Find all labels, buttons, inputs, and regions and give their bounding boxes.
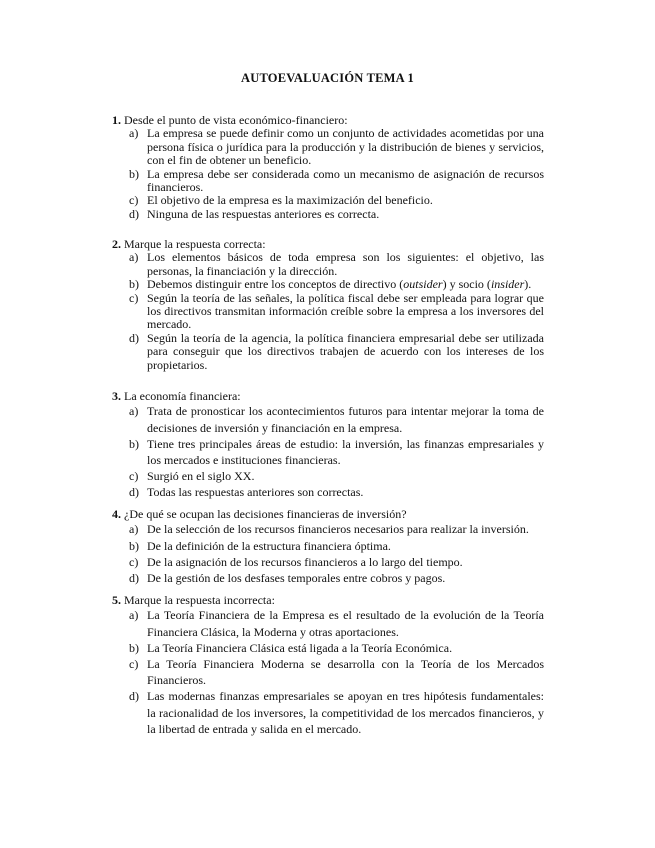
- option-d: [112, 332, 544, 372]
- option-d: [112, 570, 544, 586]
- option-b: [112, 436, 544, 468]
- option-text: Trata de pronosticar los acontecimientos futuros para intentar mejorar la toma de decisiones de inversión y financiación en la empresa.: [147, 404, 544, 435]
- option-text: De la asignación de los recursos financieros a lo largo del tiempo.: [147, 554, 463, 569]
- option-letter: a): [129, 250, 139, 265]
- option-text: De la definición de la estructura financiera óptima.: [147, 538, 391, 553]
- option-b: [112, 538, 544, 554]
- option-d: [112, 688, 544, 737]
- option-text: La empresa debe ser considerada como un mecanismo de asignación de recursos financieros.: [147, 166, 544, 195]
- question-number: 5.: [112, 593, 121, 607]
- question-prompt: [112, 390, 544, 403]
- option-term-insider: insider: [490, 277, 525, 292]
- option-text: Según la teoría de la agencia, la política financiera empresarial debe ser utilizada para conseguir que los directivos trabajen de acuerdo con los intereses de los propietarios.: [147, 330, 544, 372]
- option-letter: d): [129, 689, 139, 704]
- question-2: [112, 238, 544, 372]
- option-a: [112, 127, 544, 167]
- option-letter: d): [129, 571, 139, 586]
- option-c: [112, 468, 544, 484]
- option-c: [112, 194, 544, 207]
- options-list: [112, 403, 544, 500]
- option-text: De la selección de los recursos financieros necesarios para realizar la inversión.: [147, 522, 529, 537]
- question-1: [112, 114, 544, 221]
- question-text: Desde el punto de vista económico-financiero:: [124, 113, 348, 127]
- option-b: [112, 278, 544, 291]
- option-letter: c): [129, 193, 139, 208]
- question-4: [112, 508, 544, 586]
- option-letter: a): [129, 608, 139, 623]
- option-text: Ninguna de las respuestas anteriores es correcta.: [147, 206, 380, 221]
- option-letter: b): [129, 277, 139, 292]
- option-letter: b): [129, 538, 139, 553]
- question-number: 3.: [112, 389, 121, 403]
- option-b: [112, 640, 544, 656]
- option-text: Según la teoría de las señales, la política fiscal debe ser empleada para lograr que los directivos transmitan información creíble sobre la empresa a los inversores del mercado.: [147, 290, 544, 332]
- option-letter: a): [129, 126, 139, 141]
- option-letter: a): [129, 404, 139, 419]
- option-term-outsider: outsider: [403, 277, 443, 292]
- options-list: [112, 251, 544, 372]
- option-text: La empresa se puede definir como un conjunto de actividades acometidas por una persona física o jurídica para la producción y la distribución de bienes y servicios, con el fin de obtener un beneficio.: [147, 126, 544, 168]
- option-letter: b): [129, 436, 139, 451]
- option-a: [112, 403, 544, 435]
- options-list: [112, 607, 544, 737]
- option-text: La Teoría Financiera Clásica está ligada a la Teoría Económica.: [147, 640, 453, 655]
- question-5: [112, 594, 544, 737]
- question-prompt: [112, 238, 544, 251]
- option-text-before: Debemos distinguir entre los conceptos de directivo (: [147, 277, 404, 292]
- option-letter: d): [129, 330, 139, 345]
- question-number: 4.: [112, 507, 121, 521]
- option-a: [112, 607, 544, 639]
- option-b: [112, 168, 544, 195]
- option-letter: c): [129, 554, 139, 569]
- question-prompt: [112, 114, 544, 127]
- question-number: 1.: [112, 113, 121, 127]
- option-text: Surgió en el siglo XX.: [147, 469, 255, 484]
- option-letter: b): [129, 166, 139, 181]
- option-c: [112, 554, 544, 570]
- option-text-after: ).: [524, 277, 532, 292]
- page-title: AUTOEVALUACIÓN TEMA 1: [241, 71, 414, 85]
- option-letter: a): [129, 522, 139, 537]
- option-text: Tiene tres principales áreas de estudio: la inversión, las finanzas empresariales y los mercados e instituciones financieras.: [147, 436, 544, 468]
- question-prompt: [112, 594, 544, 607]
- question-text: La economía financiera:: [124, 389, 241, 403]
- question-text: Marque la respuesta incorrecta:: [124, 593, 275, 607]
- option-letter: c): [129, 290, 139, 305]
- option-c: [112, 656, 544, 688]
- question-number: 2.: [112, 237, 121, 251]
- option-letter: c): [129, 469, 139, 484]
- options-list: [112, 521, 544, 586]
- option-a: [112, 251, 544, 278]
- option-text-middle: ) y socio (: [442, 277, 491, 292]
- option-text: De la gestión de los desfases temporales entre cobros y pagos.: [147, 571, 446, 586]
- question-text: Marque la respuesta correcta:: [124, 237, 266, 251]
- option-d: [112, 208, 544, 221]
- question-prompt: [112, 508, 544, 521]
- option-text: La Teoría Financiera de la Empresa es el resultado de la evolución de la Teoría Financiera Clásica, la Moderna y otras aportaciones.: [147, 608, 544, 639]
- option-letter: d): [129, 485, 139, 500]
- option-text: Todas las respuestas anteriores son correctas.: [147, 485, 364, 500]
- option-a: [112, 521, 544, 537]
- option-letter: d): [129, 206, 139, 221]
- option-text: La Teoría Financiera Moderna se desarrolla con la Teoría de los Mercados Financieros.: [147, 657, 544, 688]
- option-letter: b): [129, 640, 139, 655]
- question-3: [112, 390, 544, 501]
- option-text: El objetivo de la empresa es la maximización del beneficio.: [147, 193, 433, 208]
- option-text: Las modernas finanzas empresariales se apoyan en tres hipótesis fundamentales: la racionalidad de los inversores, la competitividad de los mercados financieros, y la libertad de entrada y salida en el mercado.: [147, 689, 544, 736]
- option-d: [112, 484, 544, 500]
- question-text: ¿De qué se ocupan las decisiones financieras de inversión?: [124, 507, 407, 521]
- option-text: Los elementos básicos de toda empresa son los siguientes: el objetivo, las personas, la financiación y la dirección.: [147, 250, 544, 278]
- option-letter: c): [129, 657, 139, 672]
- options-list: [112, 127, 544, 221]
- option-c: [112, 292, 544, 332]
